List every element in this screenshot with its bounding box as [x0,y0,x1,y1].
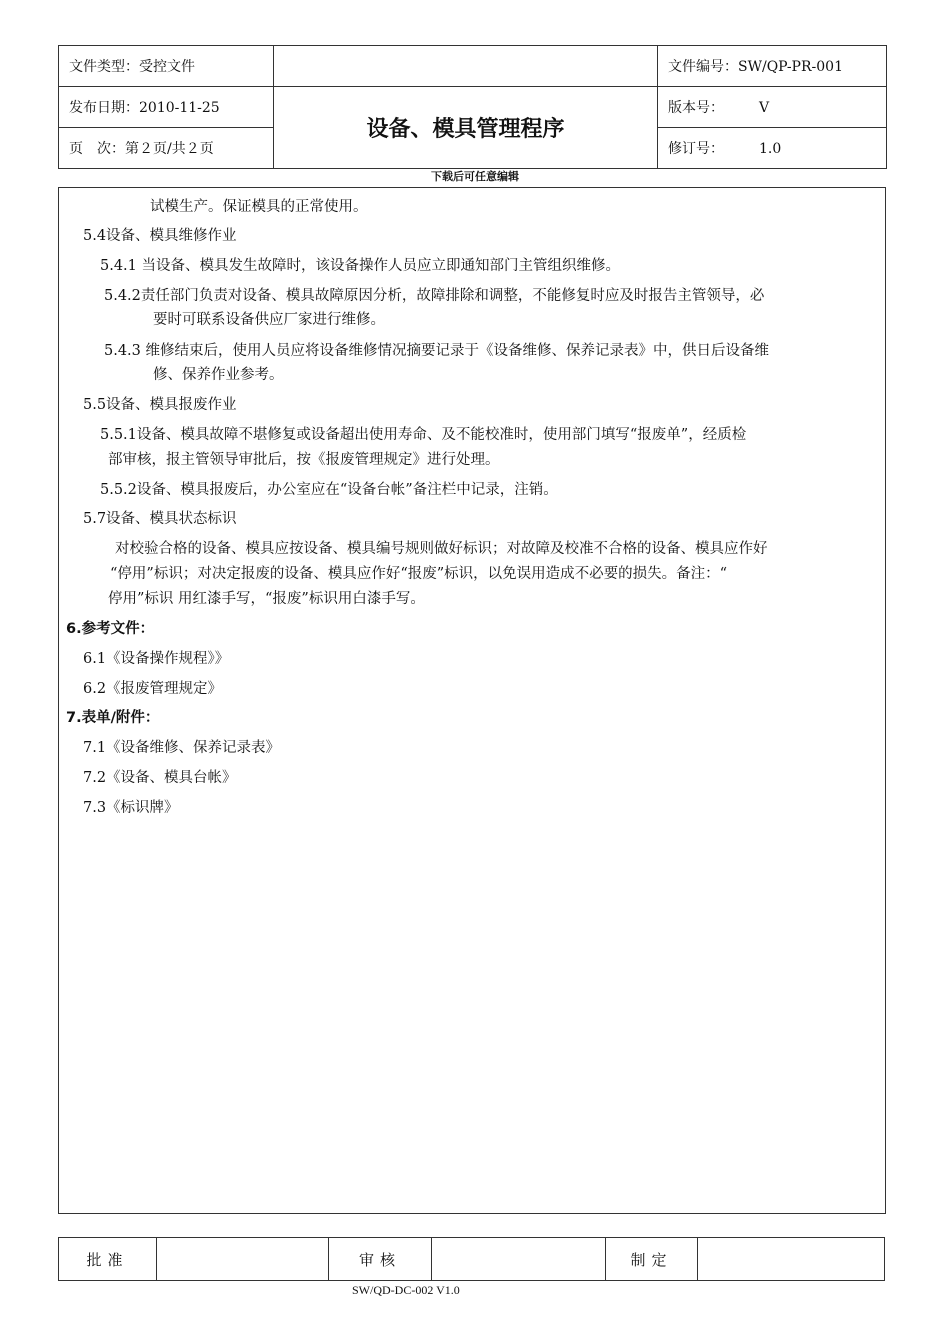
section-heading-5-4: 5.4设备、模具维修作业 [83,228,237,244]
revision-number: 修订号： 1.0 [658,128,887,169]
text-line: “停用”标识；对决定报废的设备、模具应作好“报废”标识，以免误用造成不必要的损失。备注：“ [110,566,728,582]
text-line: 5.4.2责任部门负责对设备、模具故障原因分析，故障排除和调整，不能修复时应及时报告主管领导，必 [104,288,765,304]
signature-table [58,1237,885,1281]
header-table [58,45,887,169]
text-line: 修、保养作业参考。 [153,367,284,383]
section-heading-5-5: 5.5设备、模具报废作业 [83,397,237,413]
prepare-label: 制定 [606,1238,698,1281]
header-blank-cell [274,46,658,87]
version-number: 版本号： V [658,87,887,128]
editable-note: 下载后可任意编辑 [431,170,519,183]
page-info: 页 次：第２页/共２页 [59,128,274,169]
text-line: 停用”标识 用红漆手写，“报废”标识用白漆手写。 [108,591,425,607]
document-title: 设备、模具管理程序 [274,87,658,169]
text-line: 对校验合格的设备、模具应按设备、模具编号规则做好标识；对故障及校准不合格的设备、模具应作好 [115,541,768,557]
text-line: 试模生产。保证模具的正常使用。 [150,199,368,215]
doc-type: 文件类型：受控文件 [59,46,274,87]
review-label: 审核 [329,1238,432,1281]
release-date: 发布日期：2010-11-25 [59,87,274,128]
prepare-signature-field[interactable] [698,1238,885,1281]
text-line: 5.5.2设备、模具报废后，办公室应在“设备台帐”备注栏中记录，注销。 [100,482,558,498]
attachment-item: 7.3《标识牌》 [83,800,179,816]
text-line: 5.4.3 维修结束后，使用人员应将设备维修情况摘要记录于《设备维修、保养记录表》中，供日后设备维 [104,343,769,359]
section-heading-7: 7.表单/附件： [66,710,160,726]
doc-number: 文件编号：SW/QP-PR-001 [658,46,887,87]
attachment-item: 7.2《设备、模具台帐》 [83,770,237,786]
reference-item: 6.1《设备操作规程》》 [83,651,230,667]
form-code: SW/QD-DC-002 V1.0 [352,1283,460,1297]
approve-signature-field[interactable] [157,1238,329,1281]
review-signature-field[interactable] [432,1238,606,1281]
text-line: 5.4.1 当设备、模具发生故障时，该设备操作人员应立即通知部门主管组织维修。 [100,258,621,274]
text-line: 部审核，报主管领导审批后，按《报废管理规定》进行处理。 [108,452,500,468]
text-line: 5.5.1设备、模具故障不堪修复或设备超出使用寿命、及不能校准时，使用部门填写“报废单”，经质检 [100,427,747,443]
text-line: 要时可联系设备供应厂家进行维修。 [153,312,385,328]
section-heading-6: 6.参考文件： [66,621,155,637]
approve-label: 批准 [59,1238,157,1281]
section-heading-5-7: 5.7设备、模具状态标识 [83,511,237,527]
reference-item: 6.2《报废管理规定》 [83,681,223,697]
attachment-item: 7.1《设备维修、保养记录表》 [83,740,281,756]
